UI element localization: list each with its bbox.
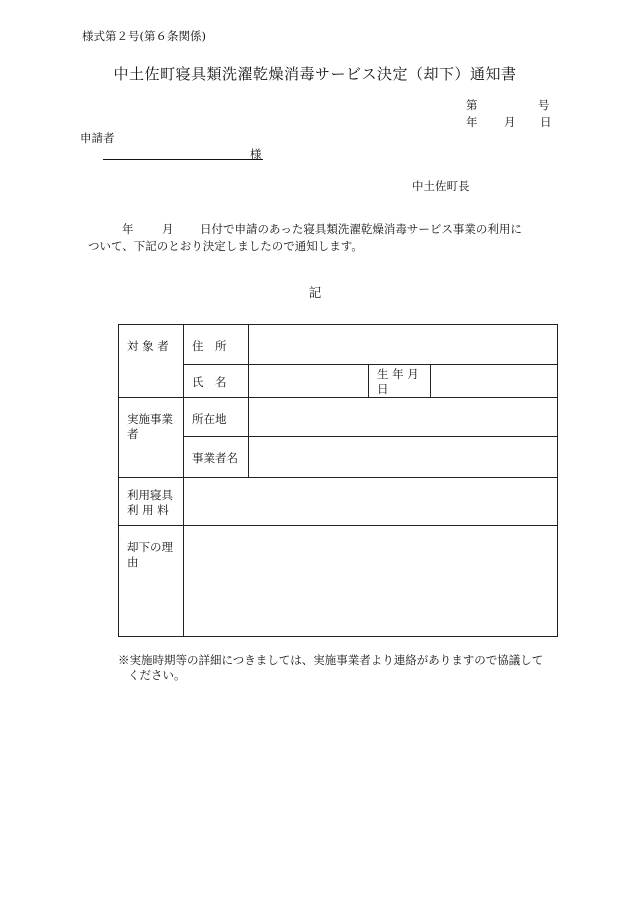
location-value-cell[interactable]	[249, 398, 558, 437]
issue-date	[466, 114, 552, 130]
location-label: 所在地	[192, 412, 227, 426]
address-label: 住 所	[192, 339, 227, 353]
body-line-2: ついて、下記のとおり決定しましたので通知します。	[88, 239, 363, 253]
target-label-cell	[119, 325, 184, 398]
provider-label: 実施事業者	[127, 412, 173, 441]
reason-label-cell	[119, 526, 184, 637]
name-label-cell	[184, 365, 249, 398]
name-value-cell[interactable]	[249, 365, 369, 398]
number-go: 号	[538, 98, 550, 112]
body-line-1-text: 日付で申請のあった寝具類洗濯乾燥消毒サービス事業の利用に	[200, 222, 522, 236]
document-number	[466, 97, 550, 113]
date-year: 年	[466, 115, 478, 129]
number-dai: 第	[466, 98, 478, 112]
note-line-2: ください。	[128, 668, 186, 682]
target-label: 対 象 者	[127, 339, 169, 353]
location-label-cell	[184, 398, 249, 437]
birth-label-cell	[369, 365, 431, 398]
date-day: 日	[540, 115, 552, 129]
provider-name-label-cell	[184, 437, 249, 478]
applicant-label: 申請者	[80, 131, 115, 145]
fee-label-line-1: 利用寝具	[127, 488, 173, 502]
body-line-1	[122, 221, 522, 237]
provider-label-cell	[119, 398, 184, 478]
ki-heading: 記	[308, 285, 322, 300]
reason-label: 却下の理由	[127, 540, 173, 569]
birth-label: 生 年 月 日	[377, 367, 419, 396]
note-line-1: ※実施時期等の詳細につきましては、実施事業者より連絡がありますので協議して	[118, 653, 544, 667]
date-month: 月	[504, 115, 516, 129]
issuer-name: 中土佐町長	[412, 179, 470, 193]
name-label: 氏 名	[192, 375, 227, 389]
fee-value-cell[interactable]	[184, 478, 558, 526]
address-label-cell	[184, 325, 249, 365]
body-month: 月	[162, 222, 174, 236]
body-year: 年	[122, 222, 134, 236]
fee-label-cell	[119, 478, 184, 526]
document-title: 中土佐町寝具類洗濯乾燥消毒サービス決定（却下）通知書	[113, 65, 517, 83]
provider-name-value-cell[interactable]	[249, 437, 558, 478]
applicant-honorific: 様	[250, 147, 262, 161]
reason-value-cell[interactable]	[184, 526, 558, 637]
applicant-name-line	[103, 159, 263, 160]
provider-name-label: 事業者名	[192, 451, 238, 465]
form-number: 様式第２号(第６条関係)	[82, 29, 206, 43]
address-value-cell[interactable]	[249, 325, 558, 365]
detail-table	[118, 324, 558, 637]
birth-value-cell[interactable]	[431, 365, 558, 398]
fee-label-line-2: 利 用 料	[127, 503, 169, 517]
